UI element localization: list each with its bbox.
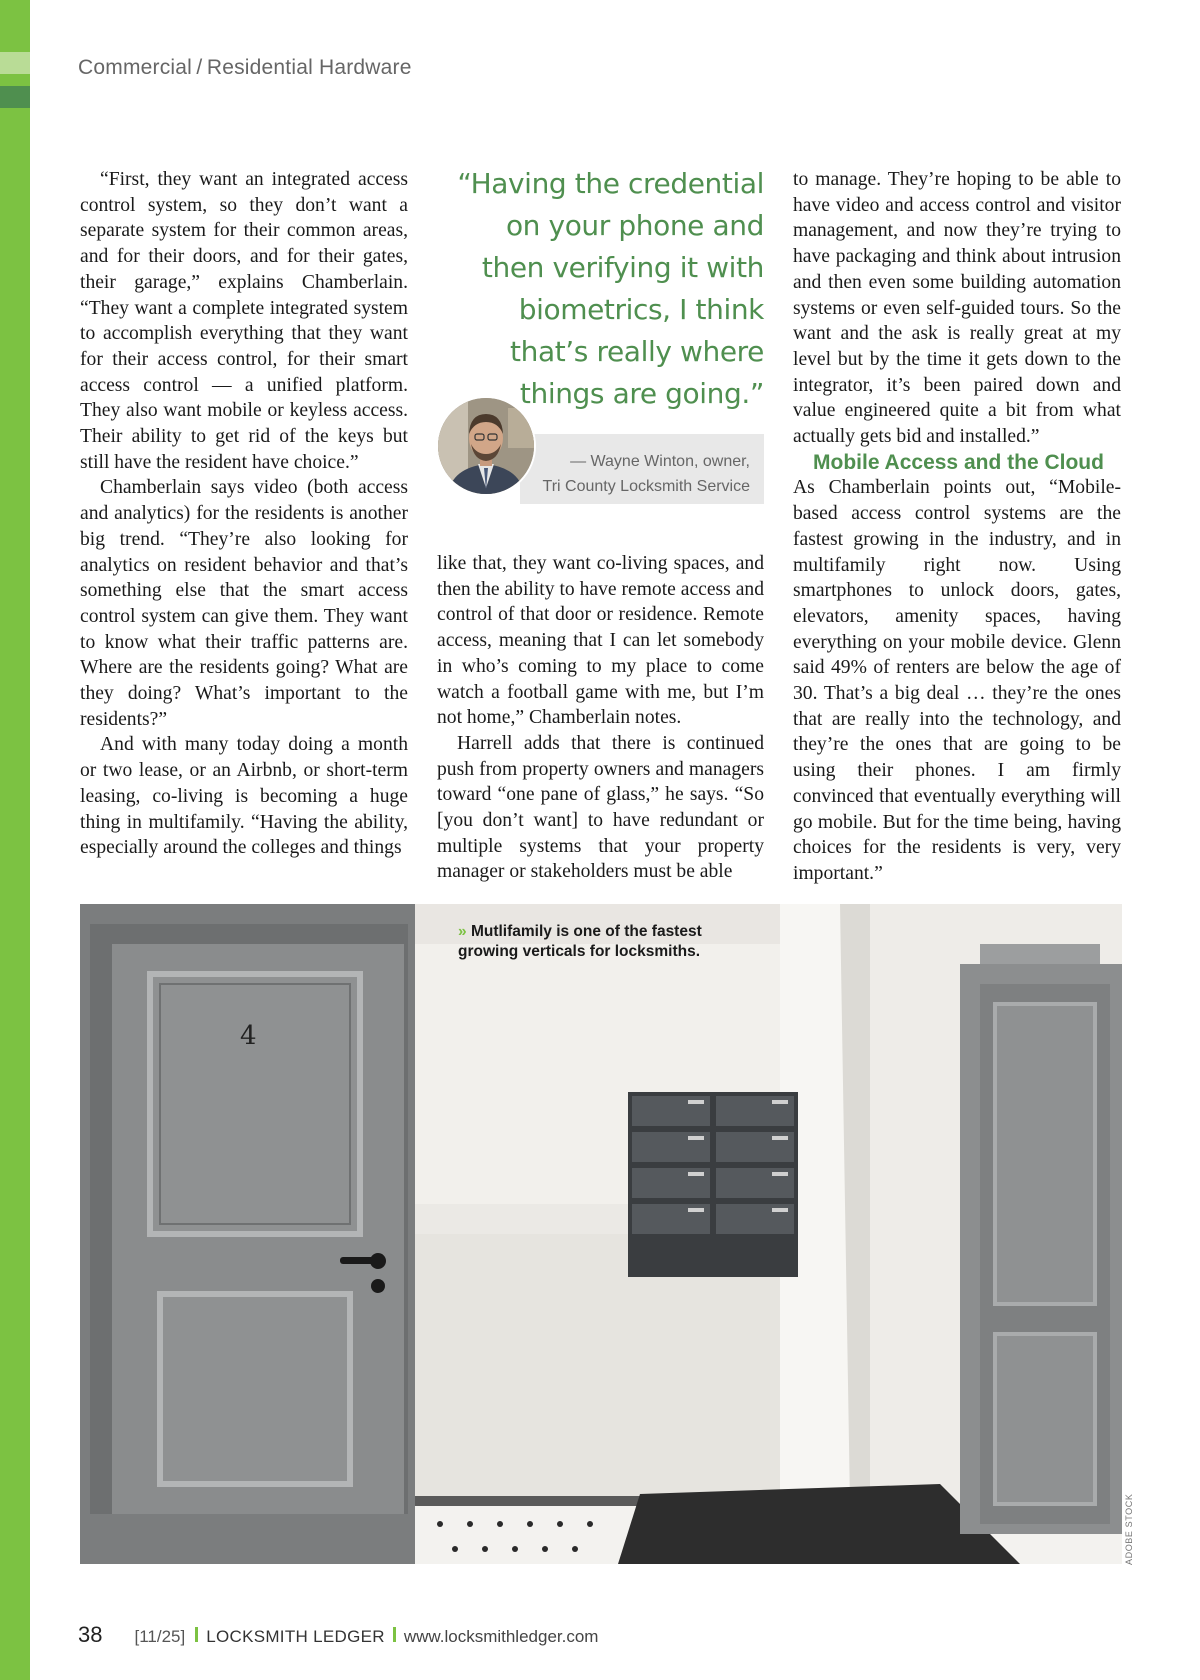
hallway-photo xyxy=(80,904,1122,1564)
quote-attribution: — Wayne Winton, owner, Tri County Locksmith Service xyxy=(542,453,750,495)
paragraph: As Chamberlain points out, “Mobile-based access control systems are the fastest growing in the industry, and in multifamily right now. Using smartphones to unlock doors, gates, elevators, amenity spaces, having everything on your mobile device. Glenn said 49% of renters are below the age of 30. That’s a big deal … they’re the ones that are really into the technology, and they’re the ones that are going to be using their phones. I am firmly convinced that eventually everything will go mobile. But for the time being, having choices for the residents is very, very important.” xyxy=(793,477,1121,884)
quote-attribution-box xyxy=(520,434,764,504)
paragraph: Harrell adds that there is continued push from property owners and managers toward “one pane of glass,” he says. “So [you don’t want] to have redundant or multiple systems that your property manager or stakeholders must be able xyxy=(437,732,764,883)
paragraph: Chamberlain says video (both access and analytics) for the residents is another big trend. “They’re also looking for analytics on resident behavior and that’s something else that the smart access control system can give them. They want to know what their traffic patterns are. Where are the residents going? What are they doing? What’s important to the residents?” xyxy=(80,477,408,730)
footer-divider xyxy=(393,1627,396,1642)
paragraph: like that, they want co-living spaces, and then the ability to have remote access and control of that door or residence. Remote access, meaning that I can let somebody in who’s coming to my place to come watch a football game with me, but I’m not home,” Chamberlain notes. xyxy=(437,553,764,729)
pull-quote: “Having the credential on your phone and then verifying it with biometrics, I think that’s really where things are going.” xyxy=(457,167,764,410)
chevron-marker-icon: » xyxy=(458,923,467,940)
issue-date: [11/25] xyxy=(134,1627,186,1646)
side-bar-light-tab xyxy=(0,52,30,74)
green-side-bar xyxy=(0,0,30,1680)
subhead: Mobile Access and the Cloud xyxy=(813,450,1104,474)
photo-credit: ADOBE STOCK xyxy=(1124,1493,1134,1565)
side-bar-dark-tab xyxy=(0,86,30,108)
footer-divider xyxy=(195,1627,198,1642)
magazine-name: LOCKSMITH LEDGER xyxy=(206,1627,385,1646)
article-column-3 xyxy=(793,167,1121,887)
section-label: Commercial / Residential Hardware xyxy=(78,56,412,79)
photo-caption xyxy=(458,922,718,962)
article-column-1 xyxy=(80,167,408,861)
wayne-winton-portrait xyxy=(436,396,536,496)
photo-caption-text: Mutlifamily is one of the fastest growing verticals for locksmiths. xyxy=(458,923,702,960)
website-link[interactable]: www.locksmithledger.com xyxy=(403,1627,599,1646)
paragraph: to manage. They’re hoping to be able to have video and access control and visitor management, and now they’re trying to have packaging and think about intrusion and then even some building automation systems or even self-guided tours. So the want and the ask is really great at my level but by the time it gets down to the integrator, it’s been paired down and value engineered quite a bit from what actually gets bid and installed.” xyxy=(793,169,1121,448)
page-number: 38 xyxy=(78,1622,103,1647)
paragraph: “First, they want an integrated access control system, so they don’t want a separate system for their common areas, and for their doors, and for their gates, their garage,” explains Chamberlain. “They want a complete integrated system to accomplish everything that they want for their access control, for their smart access control — a unified platform. They also want mobile or keyless access. Their ability to get rid of the keys but still have the resident have choice.” xyxy=(80,169,408,473)
door-number: 4 xyxy=(240,1021,257,1051)
page-footer xyxy=(78,1622,598,1648)
article-column-2 xyxy=(437,551,764,885)
paragraph: And with many today doing a month or two lease, or an Airbnb, or short-term leasing, co-living is becoming a huge thing in multifamily. “Having the ability, especially around the colleges and things xyxy=(80,734,408,859)
